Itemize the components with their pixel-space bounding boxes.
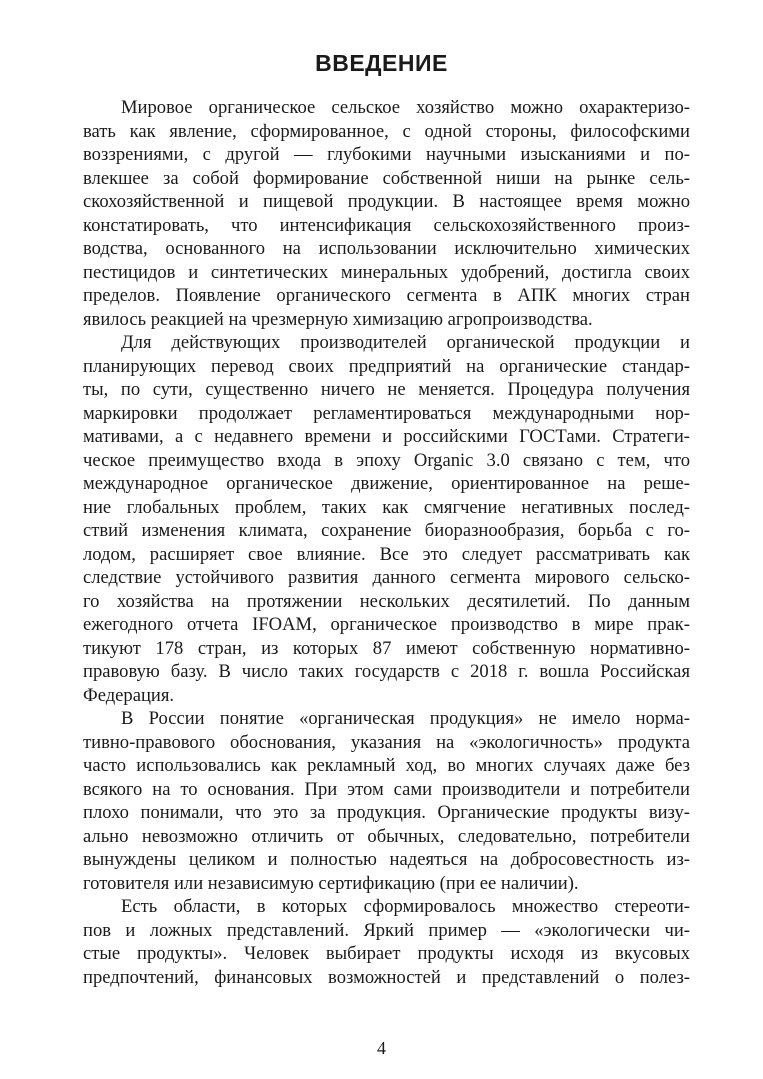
page-number: 4: [377, 1038, 386, 1058]
text-line: ежегодного отчета IFOAM, органическое производство в мире прак-: [83, 614, 690, 635]
text-line: планирующих перевод своих предприятий на органические стандар-: [83, 355, 690, 377]
text-line: Для действующих производителей органической продукции и: [121, 332, 690, 353]
text-line: мативами, а с недавнего времени и российскими ГОСТами. Стратеги-: [83, 426, 690, 447]
text-line: тикуют 178 стран, из которых 87 имеют собственную нормативно-: [83, 637, 690, 659]
page-heading: ВВЕДЕНИЕ: [315, 50, 448, 76]
text-line: Есть области, в которых сформировалось множество стереоти-: [121, 896, 690, 917]
text-line: плохо понимали, что это за продукция. Органические продукты визу-: [83, 802, 690, 823]
text-line: пределов. Появление органического сегмента в АПК многих стран: [83, 285, 690, 306]
text-line: ние глобальных проблем, таких как смягчение негативных послед-: [83, 496, 690, 518]
text-line: водства, основанного на использовании исключительно химических: [83, 238, 690, 259]
text-line: влекшее за собой формирование собственной ниши на рынке сель-: [83, 167, 690, 189]
text-line: го хозяйства на протяжении нескольких десятилетий. По данным: [83, 590, 690, 612]
text-line: готовителя или независимую сертификацию (при ее наличии).: [83, 872, 579, 894]
paragraph: [83, 895, 690, 989]
text-line: В России понятие «органическая продукция» не имело норма-: [121, 708, 690, 729]
text-line: тивно-правового обоснования, указания на «экологичность» продукта: [83, 731, 690, 753]
text-line: ческое преимущество входа в эпоху Organic 3.0 связано с тем, что: [83, 449, 690, 471]
text-line: Мировое органическое сельское хозяйство можно охарактеризо-: [121, 97, 690, 118]
text-line: правовую базу. В число таких государств с 2018 г. вошла Российская: [83, 661, 690, 682]
text-line: маркировки продолжает регламентироваться международными нор-: [83, 402, 690, 424]
text-line: часто использовались как рекламный ход, во многих случаях даже без: [83, 755, 690, 776]
text-line: лодом, расширяет свое влияние. Все это следует рассматривать как: [83, 543, 690, 565]
text-line: ально невозможно отличить от обычных, следовательно, потребители: [83, 825, 690, 847]
text-line: констатировать, что интенсификация сельскохозяйственного произ-: [83, 214, 690, 236]
text-line: вать как явление, сформированное, с одной стороны, философскими: [83, 120, 690, 142]
text-line: международное органическое движение, ориентированное на реше-: [83, 473, 690, 494]
text-line: стые продукты». Человек выбирает продукты исходя из вкусовых: [83, 943, 690, 964]
paragraph: [83, 331, 690, 707]
text-line: предпочтений, финансовых возможностей и представлений о полез-: [83, 966, 690, 988]
text-line: явилось реакцией на чрезмерную химизацию агропроизводства.: [83, 308, 593, 330]
text-line: ствий изменения климата, сохранение биоразнообразия, борьба с го-: [83, 520, 690, 541]
text-line: Федерация.: [83, 684, 175, 706]
paragraph: [83, 96, 690, 331]
text-line: следствие устойчивого развития данного сегмента мирового сельско-: [83, 567, 690, 588]
text-line: вынуждены целиком и полностью надеяться на добросовестность из-: [83, 849, 690, 870]
paragraph: [83, 707, 690, 895]
text-line: всякого на то основания. При этом сами производители и потребители: [83, 778, 690, 800]
text-line: ты, по сути, существенно ничего не меняется. Процедура получения: [83, 379, 690, 400]
text-line: пестицидов и синтетических минеральных удобрений, достигла своих: [83, 261, 690, 283]
text-line: скохозяйственной и пищевой продукции. В настоящее время можно: [83, 191, 690, 212]
body-text: [83, 96, 690, 989]
text-line: воззрениями, с другой — глубокими научными изысканиями и по-: [83, 144, 690, 165]
text-line: пов и ложных представлений. Яркий пример — «экологически чи-: [83, 919, 690, 941]
